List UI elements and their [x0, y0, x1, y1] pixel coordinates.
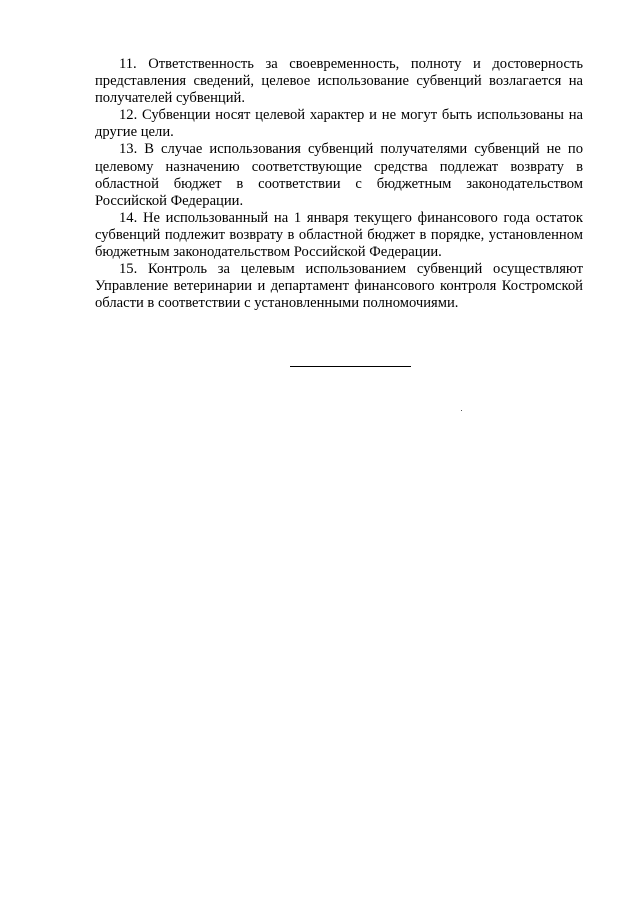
- document-body: [95, 56, 583, 312]
- paragraph-11: 11. Ответственность за своевременность, полноту и достоверность представления сведений, целевое использование субвенций возлагается на получателей субвенций.: [95, 56, 583, 107]
- paragraph-12: 12. Субвенции носят целевой характер и не могут быть использованы на другие цели.: [95, 107, 583, 141]
- scan-speck: [461, 410, 462, 411]
- paragraph-15: 15. Контроль за целевым использованием субвенций осуществляют Управление ветеринарии и департамент финансового контроля Костромской области в соответствии с установленными полномочиями.: [95, 261, 583, 312]
- paragraph-13: 13. В случае использования субвенций получателями субвенций не по целевому назначению соответствующие средства подлежат возврату в областной бюджет в соответствии с бюджетным законодательством Российской Федерации.: [95, 141, 583, 209]
- end-separator-line: [290, 366, 411, 367]
- paragraph-14: 14. Не использованный на 1 января текущего финансового года остаток субвенций подлежит возврату в областной бюджет в порядке, установленном бюджетным законодательством Российской Федерации.: [95, 209, 583, 261]
